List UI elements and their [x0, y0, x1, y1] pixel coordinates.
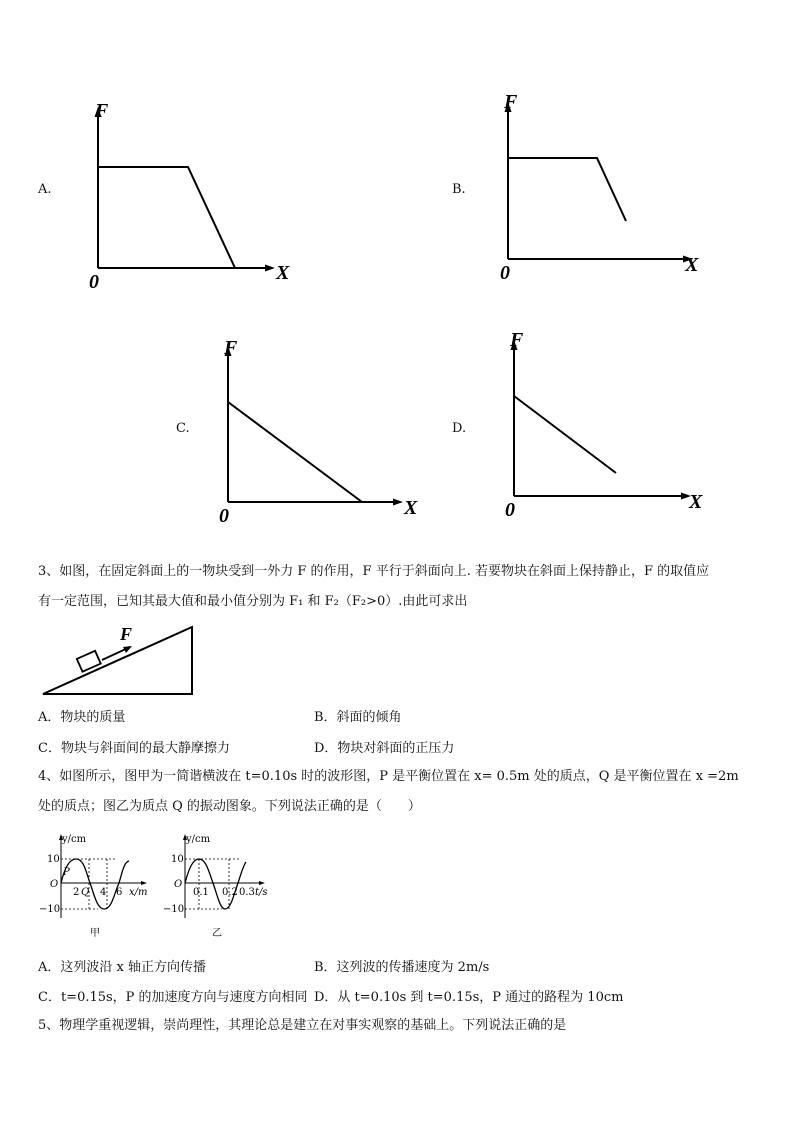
graph-c-curve: [228, 402, 362, 502]
bottom-value: −10: [39, 904, 61, 915]
wave-figure-jia: [38, 832, 156, 942]
caption: 甲: [90, 928, 100, 939]
tick-0.1: 0.1: [193, 887, 209, 898]
origin-label: 0: [89, 271, 99, 293]
q3-text-line1: 3、如图，在固定斜面上的一物块受到一外力 F 的作用，F 平行于斜面向上. 若要物块在斜面上保持静止，F 的取值应: [38, 564, 710, 579]
tick-0.2: 0.2: [222, 887, 238, 898]
top-value: 10: [171, 854, 184, 865]
graph-b: [490, 88, 720, 288]
origin-label: 0: [219, 505, 229, 527]
tick-6: 6: [116, 887, 123, 898]
q4-option-d: D．从 t=0.10s 到 t=0.15s，P 通过的路程为 10cm: [314, 990, 624, 1005]
force-arrowhead: [123, 646, 132, 653]
y-label: y/cm: [186, 834, 211, 845]
y-axis-label: F: [224, 337, 238, 359]
q3-text-line2: 有一定范围，已知其最大值和最小值分别为 F₁ 和 F₂（F₂>0）.由此可求出: [38, 594, 468, 609]
x-axis-label: X: [685, 254, 699, 276]
graph-c: [210, 330, 430, 530]
y-axis-label: F: [510, 329, 524, 351]
waveform: [61, 859, 129, 909]
option-c-label: C.: [176, 421, 190, 436]
y-label: y/cm: [62, 834, 87, 845]
origin: O: [174, 879, 183, 890]
q4-text-line2: 处的质点；图乙为质点 Q 的振动图象。下列说法正确的是（ ）: [38, 799, 421, 814]
tick-0.3: 0.3: [239, 887, 255, 898]
q4-text-line1: 4、如图所示，图甲为一简谐横波在 t=0.10s 时的波形图，P 是平衡位置在 x= 0.5m 处的质点，Q 是平衡位置在 x =2m: [38, 769, 739, 784]
q4-option-a: A．这列波沿 x 轴正方向传播: [38, 960, 206, 975]
option-a-label: A.: [38, 182, 52, 197]
bottom-value: −10: [163, 904, 185, 915]
y-axis-label: F: [95, 100, 109, 122]
caption: 乙: [212, 928, 222, 939]
graph-b-curve: [508, 158, 626, 221]
q4-option-b: B．这列波的传播速度为 2m/s: [314, 960, 490, 975]
q5-text-line1: 5、物理学重视逻辑，崇尚理性，其理论总是建立在对事实观察的基础上。下列说法正确的是: [38, 1018, 567, 1033]
graph-d: [496, 324, 726, 524]
q3-option-c: C．物块与斜面间的最大静摩擦力: [38, 741, 230, 756]
x-label: x/m: [129, 887, 148, 898]
top-value: 10: [47, 854, 60, 865]
option-b-label: B.: [452, 182, 466, 197]
x-axis-label: X: [276, 262, 290, 284]
q3-option-d: D．物块对斜面的正压力: [314, 741, 455, 756]
tick-4: 4: [100, 887, 107, 898]
x-axis-arrow: [393, 499, 403, 506]
origin-label: 0: [505, 499, 515, 521]
graph-d-curve: [514, 396, 616, 473]
graph-a: [80, 95, 300, 295]
wave-figure-yi: [162, 832, 280, 942]
graph-a-curve: [98, 167, 235, 268]
origin-label: 0: [500, 262, 510, 284]
point-q: Q: [81, 887, 90, 898]
tick-2: 2: [73, 887, 80, 898]
vibration-curve: [185, 859, 246, 909]
option-d-label: D.: [452, 421, 467, 436]
q3-option-a: A．物块的质量: [38, 710, 126, 725]
incline-figure: [40, 620, 200, 698]
incline: [43, 627, 192, 694]
force-label: F: [120, 624, 133, 644]
y-axis-label: F: [504, 91, 518, 113]
point-p: P: [63, 867, 70, 878]
x-axis-label: X: [404, 497, 418, 519]
x-axis-arrow: [265, 265, 275, 272]
origin: O: [50, 879, 59, 890]
q3-option-b: B．斜面的倾角: [314, 710, 402, 725]
x-label: t/s: [255, 887, 268, 898]
q4-option-c: C．t=0.15s，P 的加速度方向与速度方向相同: [38, 990, 308, 1005]
x-axis-label: X: [689, 491, 703, 513]
